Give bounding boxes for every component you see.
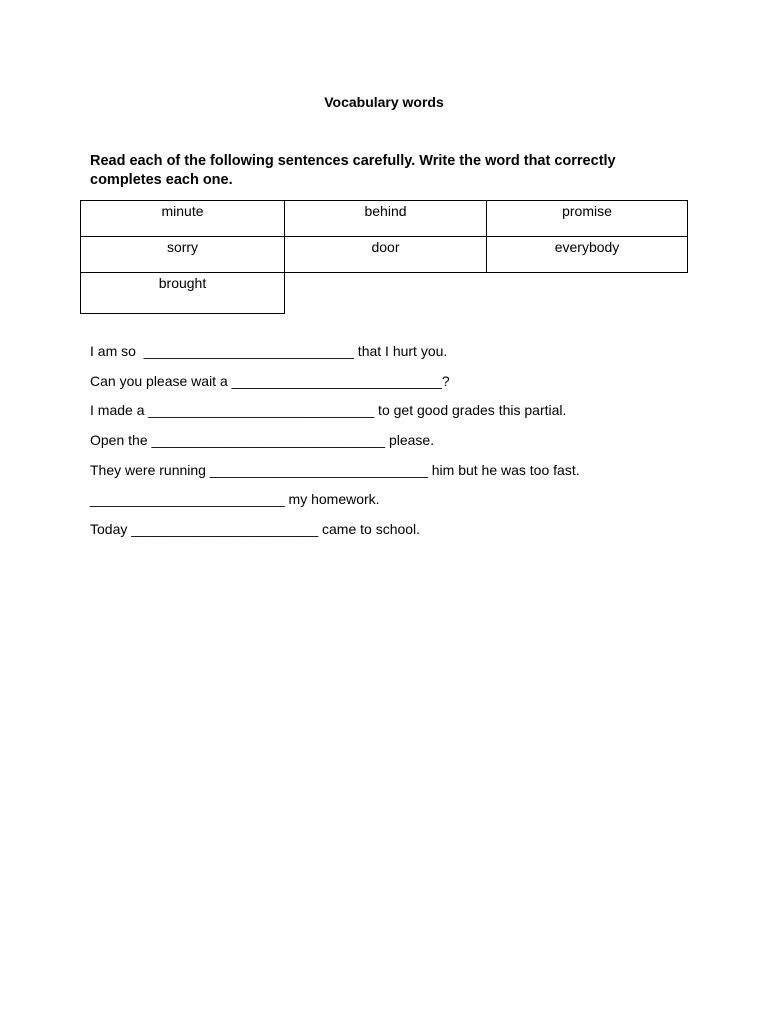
- word-bank-cell: behind: [284, 200, 487, 237]
- word-bank-cell: minute: [80, 200, 285, 237]
- word-bank-table: [80, 200, 688, 314]
- word-bank-cell: promise: [486, 200, 688, 237]
- word-bank-cell: everybody: [486, 236, 688, 273]
- instructions-text: Read each of the following sentences carefully. Write the word that correctly completes each one.: [90, 153, 616, 188]
- sentence-item: I am so ___________________________ that I hurt you.: [90, 343, 448, 359]
- sentence-list: [90, 342, 710, 550]
- sentence-item: Open the ______________________________ please.: [90, 432, 435, 449]
- sentence-item: I made a _____________________________ to get good grades this partial.: [90, 402, 567, 419]
- word-bank-cell: sorry: [80, 236, 285, 273]
- sentence-item: _________________________ my homework.: [90, 491, 380, 508]
- word-bank-cell: door: [284, 236, 487, 273]
- sentence-item: Can you please wait a ___________________________?: [90, 372, 450, 389]
- word-bank-cell: brought: [80, 272, 285, 314]
- sentence-item: They were running ____________________________ him but he was too fast.: [90, 461, 580, 478]
- page-title: Vocabulary words: [324, 94, 444, 110]
- sentence-item: Today ________________________ came to school.: [90, 521, 421, 538]
